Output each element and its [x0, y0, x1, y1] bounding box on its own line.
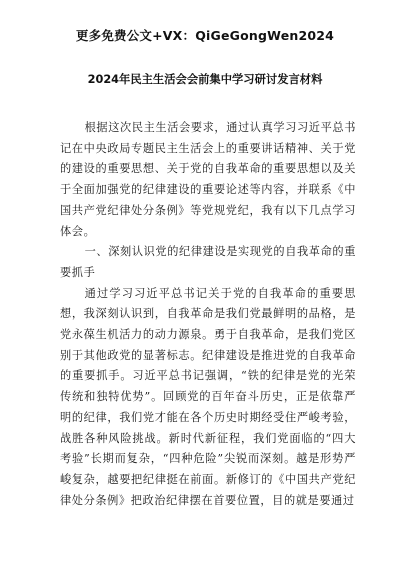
body-paragraph: 根据这次民主生活会要求，通过认真学习习近平总书记在中央政局专题民主生活会上的重要讲话精神、关于党的建设的重要思想、关于党的自我革命的重要思想以及关于全面加强党的纪律建设的重要论述等内容，并联系《中国共产党纪律处分条例》等党规党纪，我有以下几点学习体会。 [60, 121, 356, 238]
document-title: 2024年民主生活会会前集中学习研讨发言材料 [87, 73, 323, 86]
promo-header: 更多免费公文+VX：QiGeGongWen2024 [75, 28, 335, 43]
section-heading: 一、深刻认识党的纪律建设是实现党的自我革命的重要抓手 [60, 245, 356, 279]
document-body [60, 118, 356, 511]
body-paragraph: 通过学习习近平总书记关于党的自我革命的重要思想，我深刻认识到，自我革命是我们党最鲜明的品格，是党永葆生机活力的动力源泉。勇于自我革命，是我们党区别于其他政党的显著标志。纪律建设是推进党的自我革命的重要抓手。习近平总书记强调，“铁的纪律是党的光荣传统和独特优势”。回顾党的百年奋斗历史，正是依靠严明的纪律，我们党才能在各个历史时期经受住严峻考验，战胜各种风险挑战。新时代新征程，我们党面临的“四大考验”长期而复杂，“四种危险”尖锐而深刻。越是形势严峻复杂，越要把纪律挺在前面。新修订的《中国共产党纪律处分条例》把政治纪律摆在首要位置，目的就是要通过 [60, 286, 356, 507]
